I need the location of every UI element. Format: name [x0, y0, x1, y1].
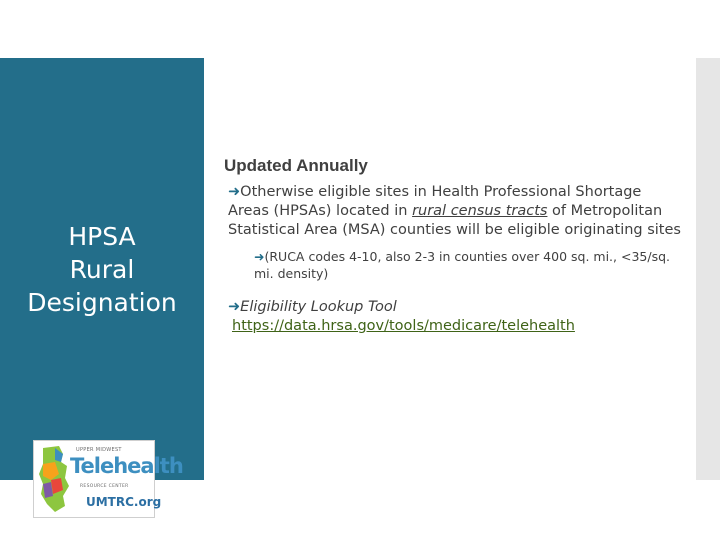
arrow-bullet-icon: ➜ [254, 249, 265, 264]
section-title [0, 220, 204, 319]
heading: Updated Annually [224, 156, 368, 175]
logo-top-text: UPPER MIDWEST [76, 447, 122, 453]
lookup-tool-text: Eligibility Lookup Tool [240, 299, 397, 315]
ruca-text: (RUCA codes 4-10, also 2-3 in counties over 400 sq. mi., <35/sq. mi. density) [254, 249, 670, 281]
link-line [232, 317, 684, 336]
slide-content [224, 156, 684, 336]
section-title-line-1: HPSA [68, 222, 136, 251]
bullet-text-before: Otherwise eligible sites in Health Professional Shortage Areas (HPSAs) located in [228, 184, 642, 219]
rural-census-tracts-text: rural census tracts [412, 203, 548, 219]
sub-bullet-ruca [254, 248, 684, 282]
logo-sub-text: RESOURCE CENTER [80, 484, 129, 489]
bullet-lookup-tool [220, 298, 684, 317]
right-stripe [696, 58, 720, 480]
logo-url-text: UMTRC.org [86, 495, 162, 509]
bullet-eligible-sites [220, 183, 684, 240]
section-title-line-3: Designation [27, 288, 177, 317]
logo-main-text: Telehealth [70, 454, 183, 478]
section-title-line-2: Rural [69, 255, 135, 284]
midwest-map-icon [37, 444, 71, 514]
arrow-bullet-icon: ➜ [228, 184, 241, 200]
umtrc-logo [33, 440, 183, 518]
bullet-text-after: of Metropolitan Statistical Area (MSA) counties will be eligible originating sites [228, 203, 681, 238]
arrow-bullet-icon: ➜ [228, 299, 241, 315]
telehealth-tool-link[interactable]: https://data.hrsa.gov/tools/medicare/telehealth [232, 318, 575, 334]
